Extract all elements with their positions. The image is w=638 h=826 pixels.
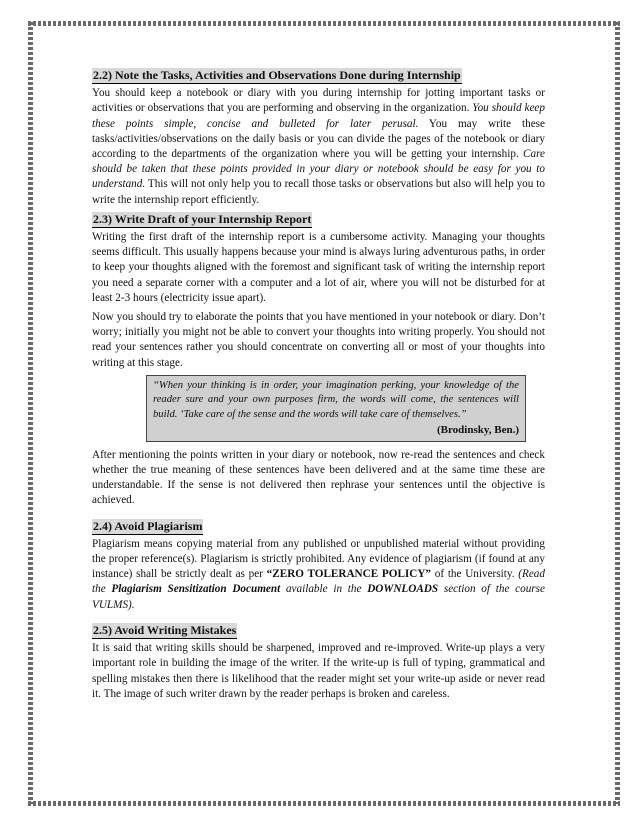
page-border-top [28, 21, 620, 26]
page-border-left [28, 22, 33, 804]
paragraph-plagiarism: Plagiarism means copying material from any published or unpublished material without providing the proper reference(s). Plagiarism is strictly prohibited. Any evidence of plagiarism (if found at any instance) shall be strictly dealt as per “ZERO TOLERANCE POLICY” of the University. (Read the Plagiarism Sensitization Document available in the DOWNLOADS section of the course VULMS). [92, 537, 545, 611]
section-heading-2-2: 2.2) Note the Tasks, Activities and Observations Done during Internship [93, 68, 461, 82]
section-heading-2-3: 2.3) Write Draft of your Internship Report [93, 211, 312, 226]
page-border-bottom [28, 801, 620, 806]
quote-box [146, 375, 526, 442]
plagiarism-document-link: Plagiarism Sensitization Document [111, 583, 281, 596]
section-heading-2-5: 2.5) Avoid Writing Mistakes [93, 622, 237, 637]
document-body [92, 68, 545, 706]
paragraph-first-draft: Writing the first draft of the internship report is a cumbersome activity. Managing your thoughts seems difficult. This usually happens because your mind is always luring adventurous paths, in order to keep your thoughts aligned with the foremost and significant task of writing the internship report you need a separate corner with a computer and a lot of air, where you will not be disturbed for at least 2-3 hours (electricity issue apart). [92, 231, 545, 304]
section-heading-2-4: 2.4) Avoid Plagiarism [93, 518, 203, 533]
quote-text: “When your thinking is in order, your imagination perking, your knowledge of the reader sure and your own purposes firm, the words will come, the sentences will build. ‘Take care of the sense and the words will take care of themselves.” [153, 379, 519, 420]
quote-attribution: (Brodinsky, Ben.) [436, 424, 519, 437]
page-border-right [615, 22, 620, 804]
paragraph-elaborate: Now you should try to elaborate the points that you have mentioned in your notebook or diary. Don’t worry; initially you might not be able to convert your thoughts into writing properly. You should not read your sentences rather you should concentrate on converting all or most of your thoughts into writing at this stage. [92, 311, 545, 369]
paragraph-writing-mistakes: It is said that writing skills should be sharpened, improved and re-improved. Write-up plays a very important role in building the image of the writer. If the write-up is full of typing, grammatical and spelling mistakes then there is likelihood that the reader might set your write-up aside or never read it. The image of such writer drawn by the reader perhaps is broken and careless. [92, 642, 545, 700]
paragraph-reread: After mentioning the points written in your diary or notebook, now re-read the sentences and check whether the true meaning of these sentences have been delivered and at the same time these are understandable. If the sense is not delivered then rephrase your sentences until the objective is achieved. [92, 448, 545, 507]
paragraph-notebook: You should keep a notebook or diary with you during internship for jotting important tasks or activities or observations that you are performing and observing in the organization. You should keep these points simple, concise and bulleted for later perusal. You may write these tasks/activities/observations on the daily basis or you can divide the pages of the notebook or diary according to the departments of the organization where you will be getting your internship. Care should be taken that these points provided in your diary or notebook should be easy for you to understand. This will not only help you to recall those tasks or observations but also will help you to write the internship report efficiently. [92, 87, 545, 206]
